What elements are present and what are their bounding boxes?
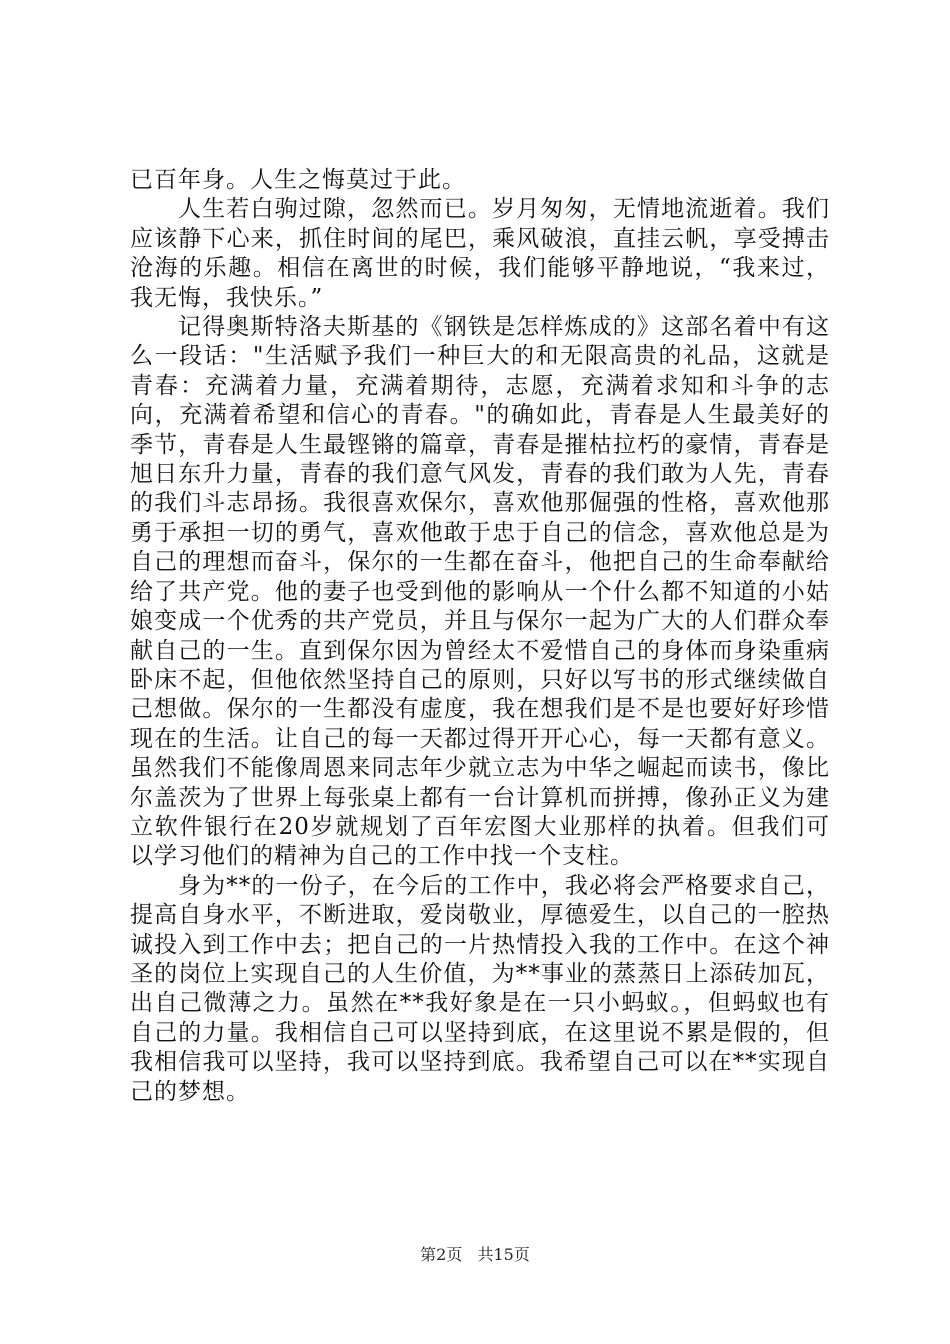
paragraph-continuation: 已百年身。人生之悔莫过于此。: [130, 167, 466, 193]
paragraph-steel-youth: 记得奥斯特洛夫斯基的《钢铁是怎样炼成的》这部名着中有这么一段话："生活赋予我们一种巨大的和无限高贵的礼品，这就是青春：充满着力量，充满着期待，志愿，充满着求知和斗争的志向，充满着希望和信心的青春。"的确如此，青春是人生最美好的季节，青春是人生最铿锵的篇章，青春是摧枯拉朽的豪情，青春是旭日东升力量，青春的我们意气风发，青春的我们敢为人先，青春的我们斗志昂扬。我很喜欢保尔，喜欢他那倔强的性格，喜欢他那勇于承担一切的勇气，喜欢他敢于忠于自己的信念，喜欢他总是为自己的理想而奋斗，保尔的一生都在奋斗，他把自己的生命奉献给给了共产党。他的妻子也受到他的影响从一个什么都不知道的小姑娘变成一个优秀的共产党员，并且与保尔一起为广大的人们群众奉献自己的一生。直到保尔因为曾经太不爱惜自己的身体而身染重病卧床不起，但他依然坚持自己的原则，只好以写书的形式继续做自己想做。保尔的一生都没有虚度，我在想我们是不是也要好好珍惜现在的生活。让自己的每一天都过得开开心心，每一天都有意义。虽然我们不能像周恩来同志年少就立志为中华之崛起而读书，像比尔盖茨为了世界上每张桌上都有一台计算机而拼搏，像孙正义为建立软件银行在20岁就规划了百年宏图大业那样的执着。但我们可以学习他们的精神为自己的工作中找一个支柱。: [130, 314, 830, 870]
paragraph-life-like-horse: 人生若白驹过隙，忽然而已。岁月匆匆，无情地流逝着。我们应该静下心来，抓住时间的尾巴，乘风破浪，直挂云帆，享受搏击沧海的乐趣。相信在离世的时候，我们能够平静地说，“我来过，我无悔，我快乐。”: [130, 196, 830, 311]
page-number: 第2页: [420, 1245, 463, 1264]
page-footer: [0, 1242, 950, 1265]
page-total: 共15页: [477, 1245, 530, 1264]
paragraph-work-commitment: 身为**的一份子，在今后的工作中，我必将会严格要求自己，提高自身水平，不断进取，爱岗敬业，厚德爱生，以自己的一腔热诚投入到工作中去；把自己的一片热情投入我的工作中。在这个神圣的岗位上实现自己的人生价值，为**事业的蒸蒸日上添砖加瓦，出自己微薄之力。虽然在**我好象是在一只小蚂蚁。，但蚂蚁也有自己的力量。我相信自己可以坚持到底，在这里说不累是假的，但我相信我可以坚持，我可以坚持到底。我希望自己可以在**实现自己的梦想。: [130, 872, 830, 1105]
document-body: [130, 166, 830, 1107]
